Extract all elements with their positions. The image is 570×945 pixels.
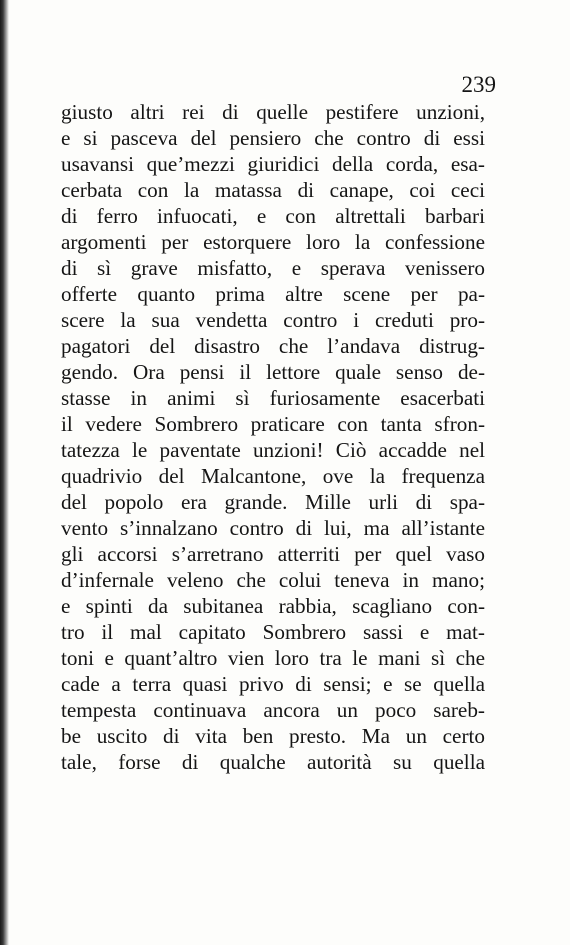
text-line-9: scere la sua vendetta contro i creduti pro-	[61, 308, 485, 332]
text-line-21: tro il mal capitato Sombrero sassi e mat-	[61, 620, 485, 644]
text-line-2: e si pasceva del pensiero che contro di essi	[61, 126, 485, 150]
text-line-22: toni e quant’altro vien loro tra le mani sì che	[61, 646, 485, 670]
text-line-20: e spinti da subitanea rabbia, scagliano con-	[61, 594, 485, 618]
text-line-25: be uscito di vita ben presto. Ma un certo	[61, 724, 485, 748]
text-line-5: di ferro infuocati, e con altrettali barbari	[61, 204, 485, 228]
text-line-17: vento s’innalzano contro di lui, ma all’istante	[61, 516, 485, 540]
text-line-16: del popolo era grande. Mille urli di spa-	[61, 490, 485, 514]
text-line-11: gendo. Ora pensi il lettore quale senso de-	[61, 360, 485, 384]
text-line-26: tale, forse di qualche autorità su quella	[61, 750, 485, 774]
text-line-12: stasse in animi sì furiosamente esacerbati	[61, 386, 485, 410]
text-line-13: il vedere Sombrero praticare con tanta sfron-	[61, 412, 485, 436]
text-line-3: usavansi que’mezzi giuridici della corda, esa-	[61, 152, 485, 176]
text-line-4: cerbata con la matassa di canape, coi ceci	[61, 178, 485, 202]
text-line-8: offerte quanto prima altre scene per pa-	[61, 282, 485, 306]
page-number: 239	[461, 72, 496, 97]
text-line-10: pagatori del disastro che l’andava distrug-	[61, 334, 485, 358]
text-line-14: tatezza le paventate unzioni! Ciò accadde nel	[61, 438, 485, 462]
text-line-24: tempesta continuava ancora un poco sareb-	[61, 698, 485, 722]
text-line-23: cade a terra quasi privo di sensi; e se quella	[61, 672, 485, 696]
text-line-1: giusto altri rei di quelle pestifere unzioni,	[61, 100, 485, 124]
binding-edge	[0, 0, 9, 945]
text-line-7: di sì grave misfatto, e sperava venissero	[61, 256, 485, 280]
text-line-19: d’infernale veleno che colui teneva in mano;	[61, 568, 485, 592]
body-text	[61, 99, 485, 775]
text-line-15: quadrivio del Malcantone, ove la frequenza	[61, 464, 485, 488]
text-line-18: gli accorsi s’arretrano atterriti per quel vaso	[61, 542, 485, 566]
text-line-6: argomenti per estorquere loro la confessione	[61, 230, 485, 254]
